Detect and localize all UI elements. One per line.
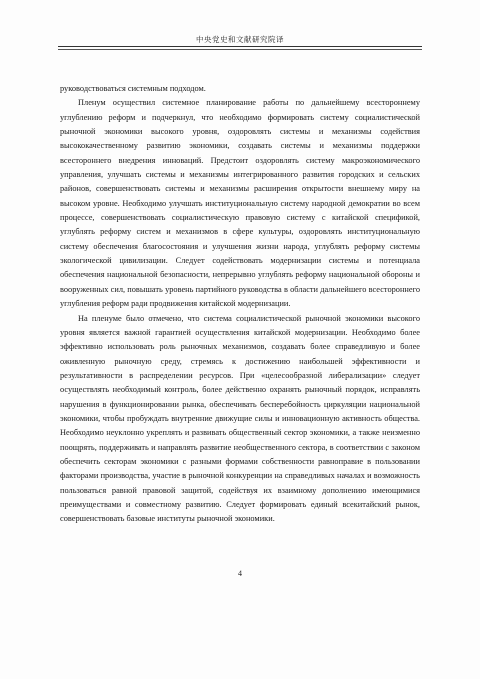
body-text xyxy=(60,82,420,527)
header-rule-thick xyxy=(58,46,422,47)
running-header: 中央党史和文献研究院译 xyxy=(196,35,284,44)
paragraph-plenum-planning: Пленум осуществил системное планирование работы по дальнейшему всестороннему углублению реформ и подчеркнул, что необходимо формировать систему социалистической рыночной экономики высокого уровня, оздоровлять системы и механизмы содействия высококачественному развитию экономики, создавать системы и механизмы поддержки всестороннего внедрения инноваций. Предстоит оздоровлять систему макроэкономического управления, улучшать системы и механизмы интегрированного развития городских и сельских районов, совершенствовать системы и механизмы расширения открытости внешнему миру на высоком уровне. Необходимо улучшать институциональную систему народной демократии во всем процессе, совершенствовать социалистическую правовую систему с китайской спецификой, углублять реформу систем и механизмов в сфере культуры, оздоровлять институциональную систему обеспечения благосостояния и улучшения жизни народа, углублять реформу системы экологической цивилизации. Следует содействовать модернизации системы и потенциала обеспечения национальной безопасности, непрерывно углублять реформу национальной обороны и вооруженных сил, повышать уровень партийного руководства в области дальнейшего всестороннего углубления реформ ради продвижения китайской модернизации. xyxy=(60,98,420,309)
page-number: 4 xyxy=(238,569,242,578)
paragraph-continuation: руководствоваться системным подходом. xyxy=(60,84,206,93)
header-rule-thin xyxy=(58,49,422,50)
paragraph-market-economy: На пленуме было отмечено, что система социалистической рыночной экономики высокого уровня является важной гарантией осуществления китайской модернизации. Необходимо более эффективно использовать роль рыночных механизмов, создавать более справедливую и более оживленную рыночную среду, стремясь к достижению наибольшей эффективности и результативности в распределении ресурсов. При «целесообразной либерализации» следует осуществлять необходимый контроль, более действенно охранять рыночный порядок, исправлять нарушения в функционировании рынка, обеспечивать бесперебойность циркуляции национальной экономики, чтобы пробуждать внутренние движущие силы и инновационную активность общества. Необходимо неуклонно укреплять и развивать общественный сектор экономики, а также неизменно поощрять, поддерживать и направлять развитие необщественного сектора, в соответствии с законом обеспечить секторам экономики с разными формами собственности равноправие в пользовании факторами производства, участие в рыночной конкуренции на справедливых началах и возможность пользоваться равной правовой защитой, содействуя их взаимному дополнению имеющимися преимуществами и совместному развитию. Следует формировать единый всекитайский рынок, совершенствовать базовые институты рыночной экономики. xyxy=(60,313,420,524)
